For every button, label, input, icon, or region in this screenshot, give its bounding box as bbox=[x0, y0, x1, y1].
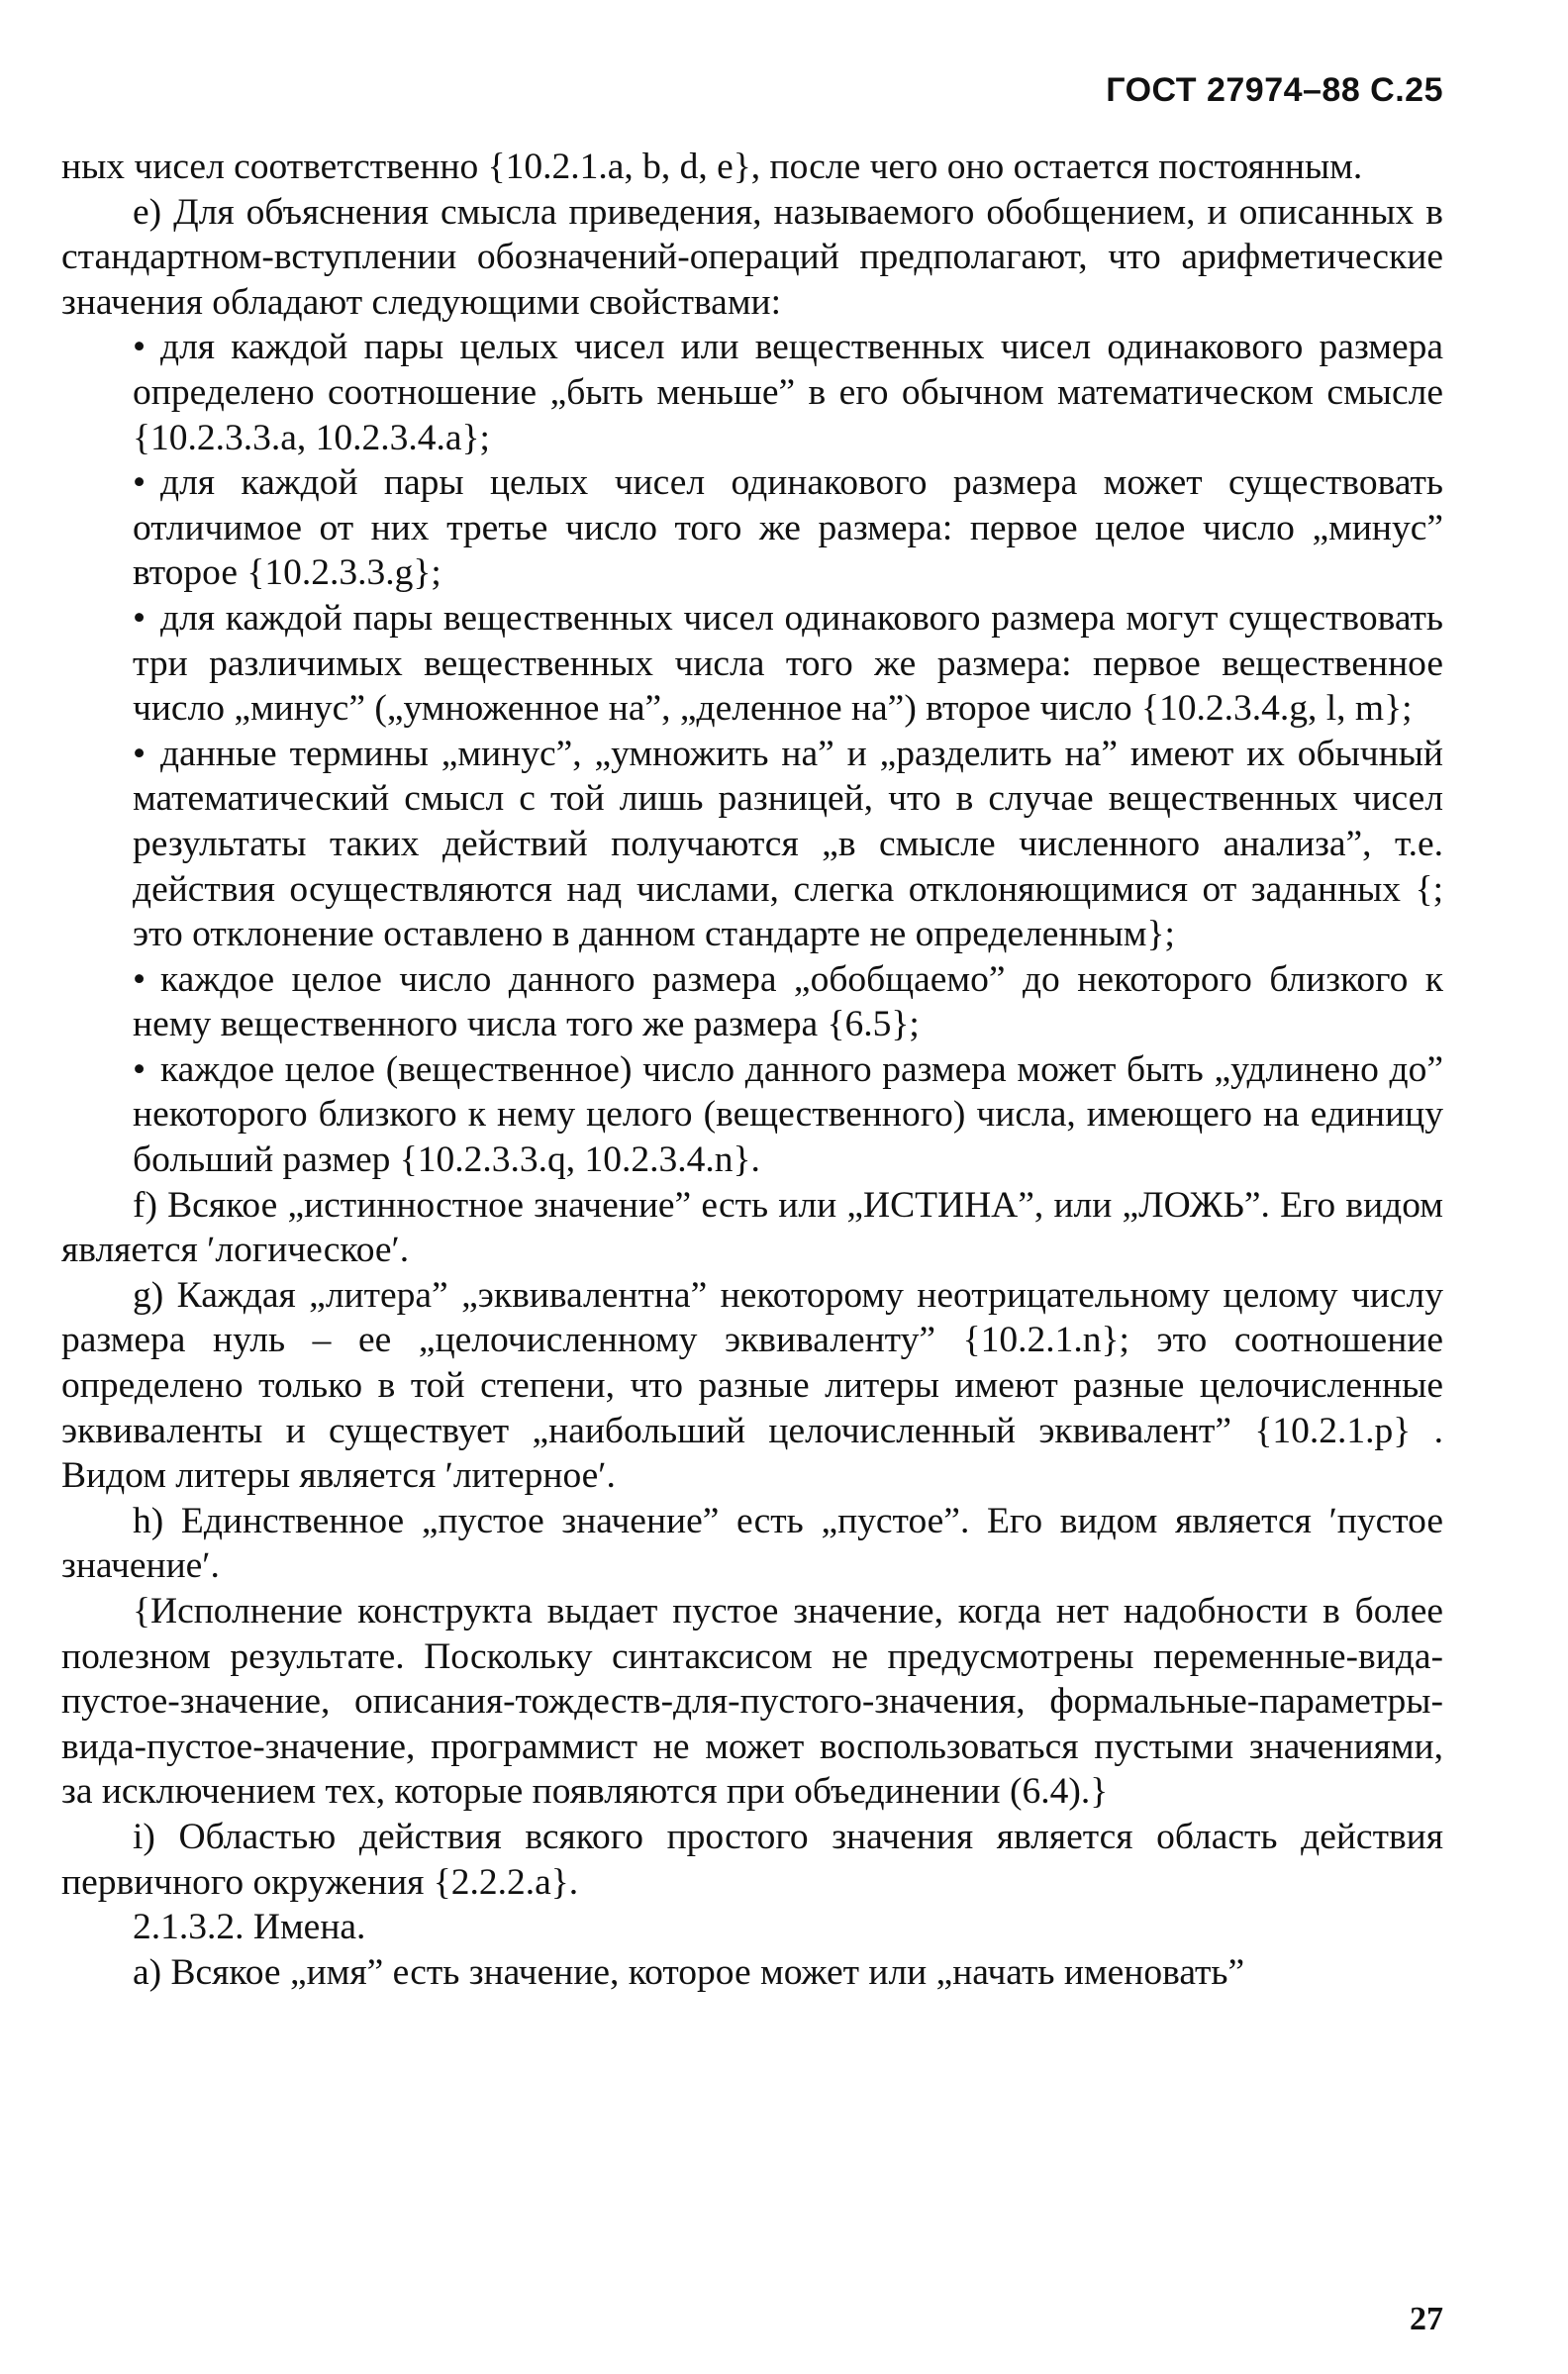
list-item-text: каждое целое число данного размера „обобщаемо” до некоторого близкого к нему вещественного числа того же размера {6.5}; bbox=[133, 958, 1443, 1045]
page-number: 27 bbox=[1410, 2301, 1443, 2337]
paragraph-intro: ных чисел соответственно {10.2.1.a, b, d, e}, после чего оно остается постоянным. bbox=[61, 147, 1363, 187]
paragraph-a: a) Всякое „имя” есть значение, которое может или „начать именовать” bbox=[133, 1951, 1245, 1993]
running-header: ГОСТ 27974–88 С.25 bbox=[1106, 71, 1443, 109]
bullet-icon: • bbox=[133, 1048, 147, 1090]
paragraph-note: {Исполнение конструкта выдает пустое значение, когда нет надобности в более полезном результате. Поскольку синтаксисом не предусмотрены переменные-вида-пустое-значение, описания-тождеств-для-пустого-значения, формальные-параметры-вида-пустое-значение, программист не может воспользоваться пустыми значениями, за исключением тех, которые появляются при объединении (6.4).} bbox=[61, 1591, 1443, 1813]
list-item-text: для каждой пары вещественных чисел одинакового размера могут существовать три различимых вещественных числа того же размера: первое вещественное число „минус” („умноженное на”, „деленное на”) второе число {10.2.3.4.g, l, m}; bbox=[133, 597, 1443, 730]
list-item-text: для каждой пары целых чисел одинакового размера может существовать отличимое от них третье число того же размера: первое целое число „минус” второе {10.2.3.3.g}; bbox=[133, 462, 1443, 594]
bullet-icon: • bbox=[133, 958, 147, 1000]
paragraph-h: h) Единственное „пустое значение” есть „пустое”. Его видом является ʹпустое значениеʹ. bbox=[61, 1500, 1443, 1587]
section-heading: 2.1.3.2. Имена. bbox=[133, 1907, 366, 1948]
list-item-text: каждое целое (вещественное) число данного размера может быть „удлинено до” некоторого близкого к нему целого (вещественного) числа, имеющего на единицу больший размер {10.2.3.3.q, 10.2.3.4.n}. bbox=[133, 1048, 1443, 1181]
list-item bbox=[61, 596, 1443, 732]
list-item bbox=[61, 325, 1443, 460]
list-item-text: данные термины „минус”, „умножить на” и „разделить на” имеют их обычный математический смысл с той лишь разницей, что в случае вещественных чисел результаты таких действий получаются „в смысле численного анализа”, т.е. действия осуществляются над числами, слегка отклоняющимися от заданных {; это отклонение оставлено в данном стандарте не определенным}; bbox=[133, 733, 1443, 955]
list-item bbox=[61, 732, 1443, 957]
bullet-icon: • bbox=[133, 733, 147, 774]
paragraph-e: e) Для объяснения смысла приведения, называемого обобщением, и описанных в стандартном-вступлении обозначений-операций предполагают, что арифметические значения обладают следующими свойствами: bbox=[61, 191, 1443, 323]
body-text bbox=[61, 145, 1443, 1995]
list-item bbox=[61, 957, 1443, 1047]
list-item bbox=[61, 1047, 1443, 1183]
bullet-icon: • bbox=[133, 462, 147, 504]
paragraph-f: f) Всякое „истинностное значение” есть или „ИСТИНА”, или „ЛОЖЬ”. Его видом является ʹлогическоеʹ. bbox=[61, 1184, 1443, 1271]
paragraph-i: i) Областью действия всякого простого значения является область действия первичного окружения {2.2.2.a}. bbox=[61, 1816, 1443, 1903]
paragraph-g: g) Каждая „литера” „эквивалентна” некоторому неотрицательному целому числу размера нуль – ее „целочисленному эквиваленту” {10.2.1.n}; это соотношение определено только в той степени, что разные литеры имеют разные целочисленные эквиваленты и существует „наибольший целочисленный эквивалент” {10.2.1.p} . Видом литеры является ʹлитерноеʹ. bbox=[61, 1274, 1443, 1497]
bullet-icon: • bbox=[133, 327, 147, 368]
bullet-icon: • bbox=[133, 597, 147, 639]
list-item-text: для каждой пары целых чисел или вещественных чисел одинакового размера определено соотношение „быть меньше” в его обычном математическом смысле {10.2.3.3.a, 10.2.3.4.a}; bbox=[133, 327, 1443, 458]
list-item bbox=[61, 460, 1443, 596]
document-page bbox=[61, 61, 1443, 2338]
